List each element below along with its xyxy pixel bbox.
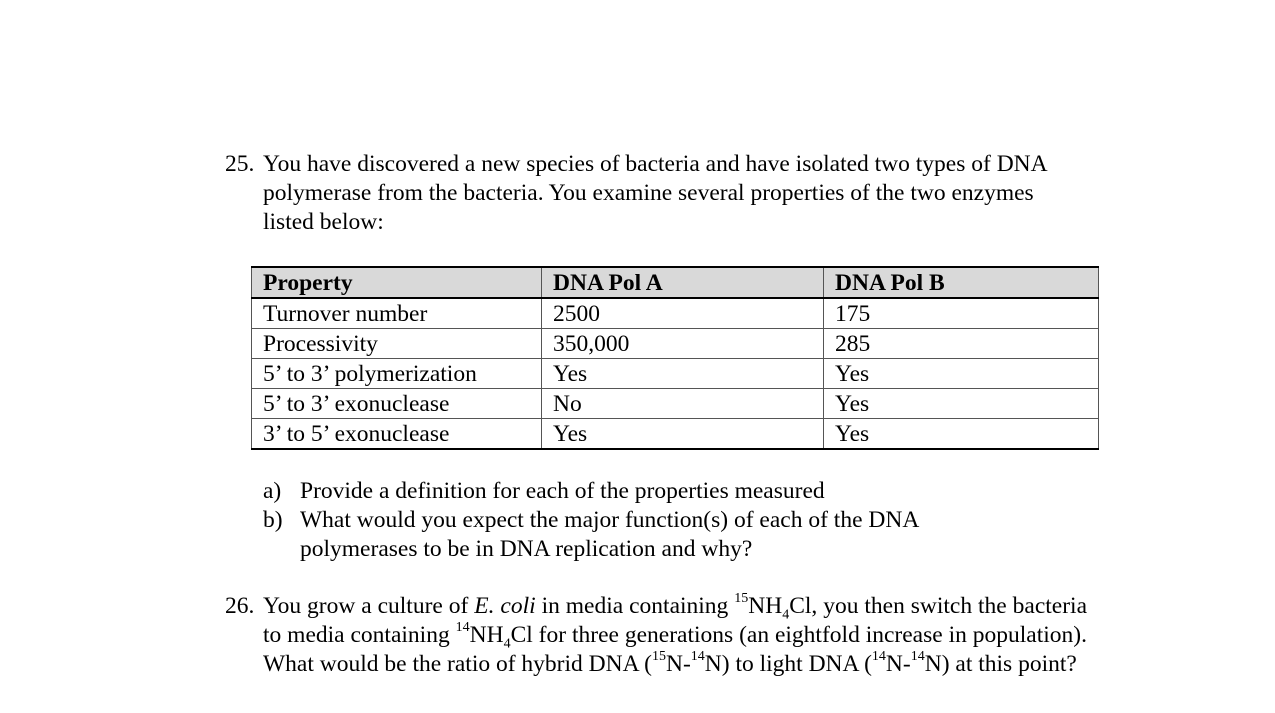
properties-table [251, 266, 1099, 450]
isotope-superscript: 14 [455, 620, 470, 636]
cell-pol-a: 350,000 [542, 329, 824, 359]
formula-part: N [704, 651, 722, 677]
formula-part: N [924, 651, 942, 677]
table-row [252, 389, 1099, 419]
cell-pol-a: No [542, 389, 824, 419]
cell-pol-b: 285 [824, 329, 1099, 359]
cell-pol-b: 175 [824, 298, 1099, 329]
isotope-superscript: 15 [651, 649, 666, 665]
formula-subscript: 4 [782, 607, 790, 623]
formula-part: N [885, 651, 903, 677]
cell-pol-b: Yes [824, 389, 1099, 419]
subquestion-text: What would you expect the major function(s) of each of the DNA polymerases to be in DNA replication and why? [300, 507, 918, 562]
formula-part: N [665, 651, 683, 677]
formula-part: - [682, 651, 691, 677]
subquestion-text: Provide a definition for each of the properties measured [300, 478, 825, 504]
text-fragment: in media containing [535, 593, 735, 619]
cell-property: 5’ to 3’ exonuclease [252, 389, 542, 419]
question-26 [225, 592, 1087, 679]
cell-pol-b: Yes [824, 419, 1099, 450]
header-pol-b: DNA Pol B [824, 267, 1099, 298]
subquestion-list [263, 477, 983, 564]
header-property: Property [252, 267, 542, 298]
cell-property: Processivity [252, 329, 542, 359]
formula-subscript: 4 [503, 636, 511, 652]
isotope-superscript: 14 [871, 649, 886, 665]
table-row [252, 359, 1099, 389]
cell-pol-b: Yes [824, 359, 1099, 389]
text-fragment: You grow a culture of [263, 593, 475, 619]
table-row [252, 298, 1099, 329]
isotope-superscript: 14 [910, 649, 925, 665]
isotope-superscript: 15 [734, 591, 749, 607]
text-fragment: , you then switch the bacteria to media containing [263, 593, 1087, 648]
formula-part: Cl [789, 593, 812, 619]
isotope-superscript: 14 [690, 649, 705, 665]
table-row [252, 329, 1099, 359]
formula-part: NH [469, 622, 504, 648]
cell-pol-a: Yes [542, 359, 824, 389]
text-fragment: ) to light DNA ( [721, 651, 872, 677]
table-header-row [252, 267, 1099, 298]
subquestion-label: a) [263, 478, 282, 504]
formula-part: Cl [510, 622, 533, 648]
cell-pol-a: Yes [542, 419, 824, 450]
cell-property: 5’ to 3’ polymerization [252, 359, 542, 389]
subquestion-label: b) [263, 507, 283, 533]
table-row [252, 419, 1099, 450]
question-text [263, 592, 1087, 679]
question-number: 26. [225, 593, 255, 619]
cell-property: Turnover number [252, 298, 542, 329]
cell-pol-a: 2500 [542, 298, 824, 329]
question-number: 25. [225, 151, 255, 177]
formula-part: NH [748, 593, 783, 619]
header-pol-a: DNA Pol A [542, 267, 824, 298]
subquestion-b [263, 506, 983, 564]
organism-name: E. coli [474, 593, 536, 619]
cell-property: 3’ to 5’ exonuclease [252, 419, 542, 450]
question-text: You have discovered a new species of bacteria and have isolated two types of DNA polymerase from the bacteria. You examine several properties of the two enzymes listed below: [263, 151, 1047, 235]
question-25 [225, 150, 1087, 237]
formula-part: - [902, 651, 911, 677]
subquestion-a [263, 477, 983, 506]
text-fragment: for three generations (an eightfold increase in population). What would be the ratio of hybrid DNA ( [263, 622, 1087, 677]
text-fragment: ) at this point? [941, 651, 1077, 677]
